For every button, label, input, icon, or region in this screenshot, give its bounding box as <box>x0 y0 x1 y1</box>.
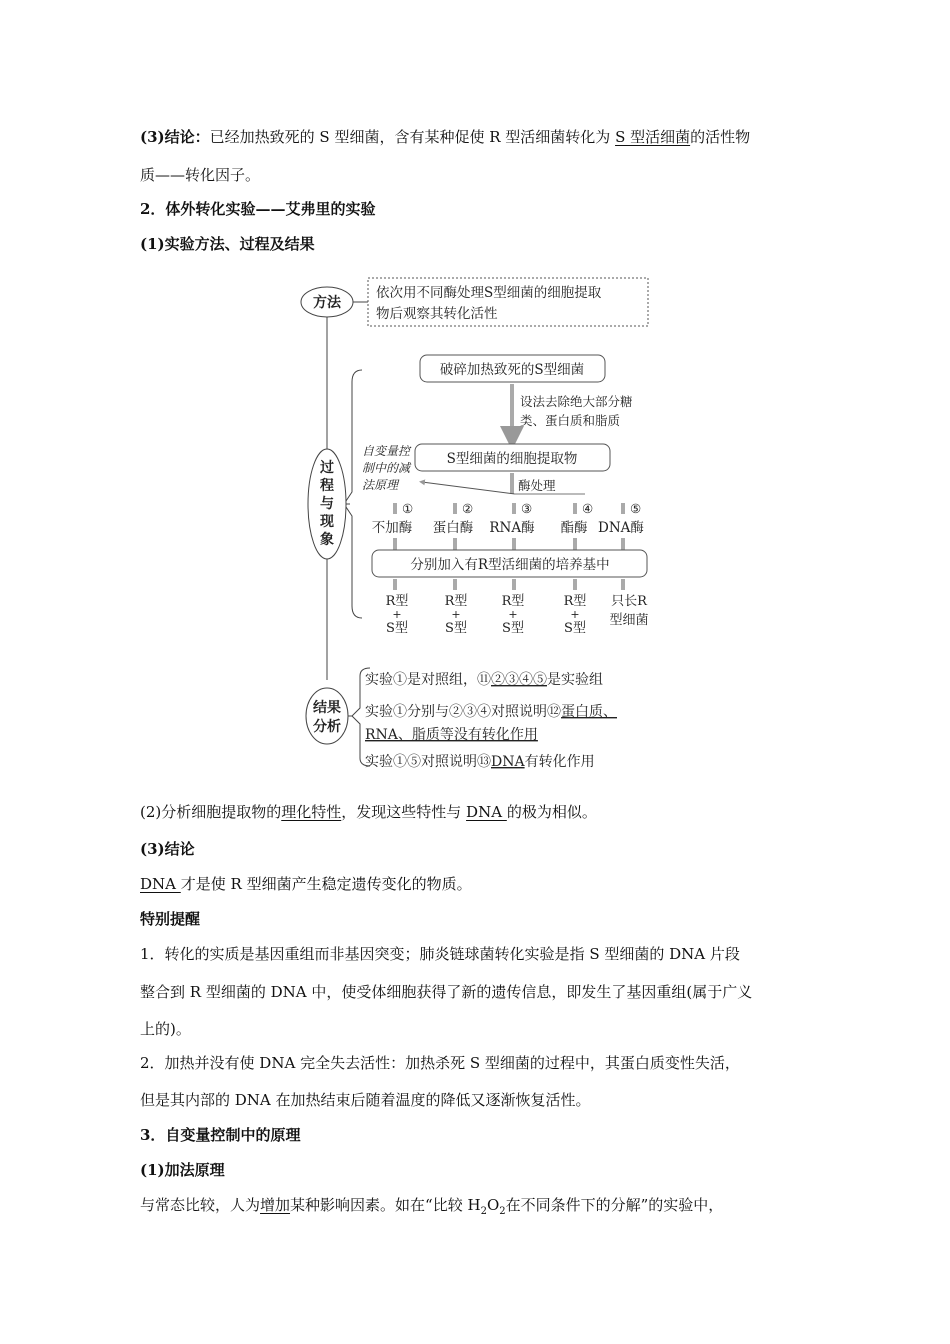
reminder-1-line-3: 上的)。 <box>140 1020 191 1038</box>
result-4-a: R型 <box>563 594 587 609</box>
result-1-a: R型 <box>385 594 409 609</box>
analysis-2-line-2: RNA、脂质等没有转化作用 <box>365 727 538 743</box>
enzyme-name-5: DNA酶 <box>598 520 644 536</box>
result-3-b: + <box>508 608 518 621</box>
enzyme-num-4: ④ <box>582 501 594 516</box>
analysis-line: (2)分析细胞提取物的理化特性，发现这些特性与 DNA 的极为相似。 <box>140 803 597 821</box>
analysis-1: 实验①是对照组，⑪②③④⑤是实验组 <box>365 672 603 688</box>
conclusion-text-a: 已经加热致死的 S 型细菌，含有某种促使 R 型活细菌转化为 <box>209 128 616 146</box>
side-note-2: 制中的减 <box>362 461 411 475</box>
enzyme-name-2: 蛋白酶 <box>432 520 474 536</box>
method-label: 方法 <box>313 295 341 311</box>
result-2-c: S型 <box>445 621 467 636</box>
step1-note-1: 设法去除绝大部分糖 <box>520 394 633 409</box>
process-char-3: 与 <box>320 496 334 512</box>
result-2-b: + <box>451 608 461 621</box>
conclusion-line-2: 质——转化因子。 <box>140 166 261 184</box>
reminder-2-line-1: 2．加热并没有使 DNA 完全失去活性：加热杀死 S 型细菌的过程中，其蛋白质变性失活， <box>140 1054 740 1072</box>
conclusion-blank: S 型活细菌 <box>615 128 691 146</box>
reminder-1-line-2: 整合到 R 型细菌的 DNA 中，使受体细胞获得了新的遗传信息，即发生了基因重组(属于广义 <box>140 983 753 1001</box>
enzyme-name-3: RNA酶 <box>489 520 535 536</box>
result-3-c: S型 <box>502 621 524 636</box>
result-2-a: R型 <box>444 594 468 609</box>
side-note-3: 法原理 <box>362 478 399 492</box>
step1-text: 破碎加热致死的S型细菌 <box>439 362 585 378</box>
section-heading-2: 2．体外转化实验——艾弗里的实验 <box>140 200 376 218</box>
process-char-2: 程 <box>320 478 334 494</box>
result-1-c: S型 <box>386 621 408 636</box>
result-4-c: S型 <box>564 621 586 636</box>
conclusion-text-b: 的活性物 <box>690 128 751 146</box>
conclusion-dna: DNA 才是使 R 型细菌产生稳定遗传变化的物质。 <box>140 875 472 893</box>
conclusion-prefix: (3)结论： <box>140 128 210 146</box>
experiment-diagram <box>290 270 670 790</box>
enzyme-name-1: 不加酶 <box>371 520 413 536</box>
subheading-method: (1)实验方法、过程及结果 <box>140 235 315 253</box>
enzyme-row <box>372 501 645 536</box>
conclusion-line-1 <box>140 127 750 147</box>
enzyme-name-4: 酯酶 <box>560 520 588 536</box>
analysis-2-line-1: 实验①分别与②③④对照说明⑫蛋白质、 <box>365 704 617 720</box>
analysis-oval <box>306 688 348 744</box>
analysis-label-1: 结果 <box>313 700 341 716</box>
step3-text: 分别加入有R型活细菌的培养基中 <box>410 557 610 573</box>
reminder-1-line-1: 1．转化的实质是基因重组而非基因突变；肺炎链球菌转化实验是指 S 型细菌的 DNA 片段 <box>140 945 740 963</box>
step1-note-2: 类、蛋白质和脂质 <box>520 413 621 428</box>
result-5-a: 只长R <box>611 594 647 609</box>
method-text-2: 物后观察其转化活性 <box>376 306 498 322</box>
subheading-addition: (1)加法原理 <box>140 1161 225 1179</box>
enzyme-num-2: ② <box>462 501 474 516</box>
result-row <box>386 593 649 636</box>
process-char-4: 现 <box>320 514 334 530</box>
enzyme-note: 酶处理 <box>518 478 556 493</box>
process-char-5: 象 <box>320 532 334 548</box>
result-4-b: + <box>570 608 580 621</box>
reminder-2-line-2: 但是其内部的 DNA 在加热结束后随着温度的降低又逐渐恢复活性。 <box>140 1091 591 1109</box>
result-1-b: + <box>392 608 402 621</box>
addition-text: 与常态比较，人为增加某种影响因素。如在“比较 $H_2O_2$在不同条件下的分解”的实验中， <box>140 1196 724 1217</box>
analysis-label-2: 分析 <box>313 719 341 735</box>
enzyme-num-1: ① <box>402 501 414 516</box>
conclusion-heading: (3)结论 <box>140 840 195 858</box>
method-text-1: 依次用不同酶处理S型细菌的细胞提取 <box>376 285 602 301</box>
step2-text: S型细菌的细胞提取物 <box>446 451 578 467</box>
enzyme-num-5: ⑤ <box>630 501 642 516</box>
section-heading-3: 3．自变量控制中的原理 <box>140 1126 301 1144</box>
result-3-a: R型 <box>501 594 525 609</box>
result-5-b: 型细菌 <box>609 613 649 628</box>
reminder-heading: 特别提醒 <box>140 910 201 928</box>
side-note-1: 自变量控 <box>362 444 411 458</box>
process-char-1: 过 <box>320 460 334 476</box>
enzyme-num-3: ③ <box>521 501 533 516</box>
analysis-3: 实验①⑤对照说明⑬DNA有转化作用 <box>365 754 595 770</box>
